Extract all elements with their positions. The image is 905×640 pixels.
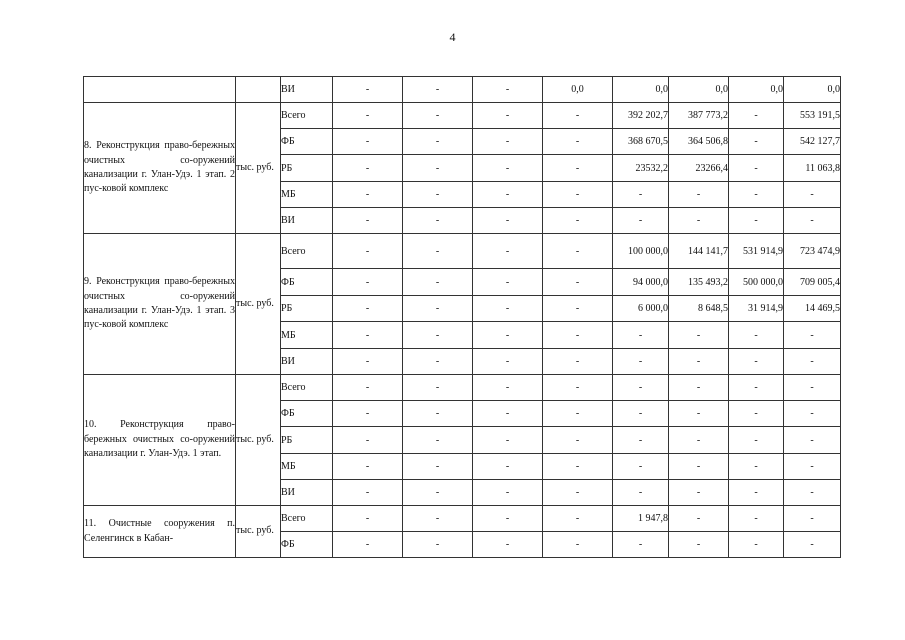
value-cell: - [613,454,669,480]
value-cell: - [333,103,403,129]
source-cell: МБ [281,454,333,480]
value-cell: - [403,182,473,208]
value-cell: 0,0 [543,77,613,103]
value-cell: - [403,532,473,558]
source-cell: ФБ [281,129,333,155]
value-cell: - [669,506,729,532]
source-cell: Всего [281,103,333,129]
value-cell: - [473,480,543,506]
source-cell: Всего [281,375,333,401]
unit-label: тыс. руб. [236,103,281,234]
value-cell: - [333,208,403,234]
value-cell: - [543,269,613,296]
source-cell: РБ [281,155,333,182]
value-cell: - [333,454,403,480]
value-cell: - [613,427,669,454]
source-cell: МБ [281,182,333,208]
value-cell: - [333,77,403,103]
value-cell: - [473,269,543,296]
financing-table [83,76,841,558]
value-cell: 0,0 [729,77,784,103]
value-cell: - [729,322,784,349]
source-cell: ВИ [281,480,333,506]
value-cell: - [729,427,784,454]
value-cell: - [473,506,543,532]
value-cell: - [333,375,403,401]
value-cell: 6 000,0 [613,296,669,322]
value-cell: - [784,349,841,375]
value-cell: - [333,532,403,558]
value-cell: - [669,454,729,480]
value-cell: 144 141,7 [669,234,729,269]
value-cell: - [473,454,543,480]
value-cell: - [473,182,543,208]
value-cell: - [473,401,543,427]
value-cell: - [403,269,473,296]
value-cell: - [543,480,613,506]
value-cell: - [403,322,473,349]
unit-cell [236,77,281,103]
value-cell: - [784,480,841,506]
source-cell: ФБ [281,269,333,296]
value-cell: - [473,427,543,454]
value-cell: - [333,155,403,182]
value-cell: - [729,129,784,155]
value-cell: 1 947,8 [613,506,669,532]
value-cell: 135 493,2 [669,269,729,296]
value-cell: - [784,208,841,234]
value-cell: 387 773,2 [669,103,729,129]
value-cell: - [333,269,403,296]
value-cell: - [729,182,784,208]
value-cell: - [669,427,729,454]
project-title: 9. Реконструкция право-бережных очистных со-оружений канализации г. Улан-Удэ. 1 этап. 3 пус-ковой комплекс [84,234,236,375]
table-row [84,77,841,103]
value-cell: 23532,2 [613,155,669,182]
value-cell: - [543,532,613,558]
value-cell: - [613,182,669,208]
page-number: 4 [449,30,456,44]
value-cell: 0,0 [784,77,841,103]
value-cell: 368 670,5 [613,129,669,155]
value-cell: 14 469,5 [784,296,841,322]
value-cell: - [473,155,543,182]
value-cell: - [403,129,473,155]
value-cell: - [729,375,784,401]
value-cell: 0,0 [669,77,729,103]
table-row [84,506,841,532]
value-cell: - [729,532,784,558]
project-title: 10. Реконструкция право-бережных очистных со-оружений канализации г. Улан-Удэ. 1 этап. [84,375,236,506]
source-cell: ВИ [281,349,333,375]
value-cell: - [669,401,729,427]
source-cell: Всего [281,234,333,269]
source-cell: ФБ [281,532,333,558]
value-cell: 100 000,0 [613,234,669,269]
value-cell: - [403,155,473,182]
value-cell: - [333,506,403,532]
value-cell: 364 506,8 [669,129,729,155]
value-cell: - [613,349,669,375]
value-cell: - [543,427,613,454]
value-cell: - [784,427,841,454]
value-cell: - [403,349,473,375]
value-cell: - [403,427,473,454]
value-cell: 31 914,9 [729,296,784,322]
value-cell: 23266,4 [669,155,729,182]
value-cell: - [784,454,841,480]
source-cell: РБ [281,427,333,454]
project-cell [84,77,236,103]
value-cell: - [473,103,543,129]
value-cell: - [669,349,729,375]
value-cell: - [473,349,543,375]
value-cell: - [333,427,403,454]
project-title: 8. Реконструкция право-бережных очистных со-оружений канализации г. Улан-Удэ. 1 этап. 2 пус-ковой комплекс [84,103,236,234]
value-cell: - [729,401,784,427]
unit-label: тыс. руб. [236,506,281,558]
source-cell: ФБ [281,401,333,427]
value-cell: - [333,349,403,375]
table-row [84,234,841,269]
value-cell: - [333,296,403,322]
value-cell: 8 648,5 [669,296,729,322]
table-body [84,77,841,558]
value-cell: - [543,129,613,155]
value-cell: - [473,77,543,103]
value-cell: - [473,532,543,558]
value-cell: - [729,349,784,375]
value-cell: - [333,322,403,349]
unit-label: тыс. руб. [236,234,281,375]
value-cell: - [613,322,669,349]
value-cell: 723 474,9 [784,234,841,269]
value-cell: - [403,234,473,269]
value-cell: - [543,296,613,322]
value-cell: - [613,401,669,427]
value-cell: 0,0 [613,77,669,103]
value-cell: - [543,349,613,375]
value-cell: - [333,182,403,208]
value-cell: - [543,103,613,129]
value-cell: - [333,234,403,269]
value-cell: - [473,322,543,349]
value-cell: - [729,155,784,182]
value-cell: - [403,103,473,129]
value-cell: - [669,208,729,234]
value-cell: - [613,532,669,558]
value-cell: - [403,506,473,532]
value-cell: - [613,208,669,234]
value-cell: - [543,454,613,480]
value-cell: 94 000,0 [613,269,669,296]
unit-label: тыс. руб. [236,375,281,506]
value-cell: - [729,454,784,480]
value-cell: 392 202,7 [613,103,669,129]
value-cell: - [543,208,613,234]
value-cell: - [669,532,729,558]
value-cell: 11 063,8 [784,155,841,182]
value-cell: - [784,401,841,427]
value-cell: - [729,208,784,234]
value-cell: - [473,296,543,322]
value-cell: - [784,532,841,558]
value-cell: - [543,155,613,182]
value-cell: - [403,77,473,103]
value-cell: - [473,234,543,269]
value-cell: - [729,506,784,532]
value-cell: - [333,129,403,155]
table-row [84,375,841,401]
value-cell: - [403,296,473,322]
source-cell: МБ [281,322,333,349]
value-cell: - [333,480,403,506]
value-cell: - [669,375,729,401]
value-cell: 531 914,9 [729,234,784,269]
value-cell: - [613,480,669,506]
value-cell: 542 127,7 [784,129,841,155]
value-cell: - [403,480,473,506]
value-cell: - [543,322,613,349]
value-cell: - [543,506,613,532]
value-cell: - [473,208,543,234]
value-cell: - [669,322,729,349]
table-row [84,103,841,129]
value-cell: - [403,454,473,480]
project-title: 11. Очистные сооружения п. Селенгинск в Кабан- [84,506,236,558]
value-cell: - [784,322,841,349]
value-cell: - [473,375,543,401]
value-cell: 500 000,0 [729,269,784,296]
value-cell: - [473,129,543,155]
source-cell: ВИ [281,208,333,234]
value-cell: - [669,182,729,208]
value-cell: - [729,103,784,129]
value-cell: - [669,480,729,506]
value-cell: - [333,401,403,427]
value-cell: - [729,480,784,506]
value-cell: - [613,375,669,401]
value-cell: - [403,208,473,234]
value-cell: - [784,375,841,401]
value-cell: 709 005,4 [784,269,841,296]
value-cell: - [403,401,473,427]
source-cell: ВИ [281,77,333,103]
value-cell: - [784,182,841,208]
source-cell: РБ [281,296,333,322]
value-cell: - [543,182,613,208]
value-cell: - [403,375,473,401]
value-cell: 553 191,5 [784,103,841,129]
value-cell: - [543,234,613,269]
source-cell: Всего [281,506,333,532]
value-cell: - [784,506,841,532]
value-cell: - [543,375,613,401]
value-cell: - [543,401,613,427]
